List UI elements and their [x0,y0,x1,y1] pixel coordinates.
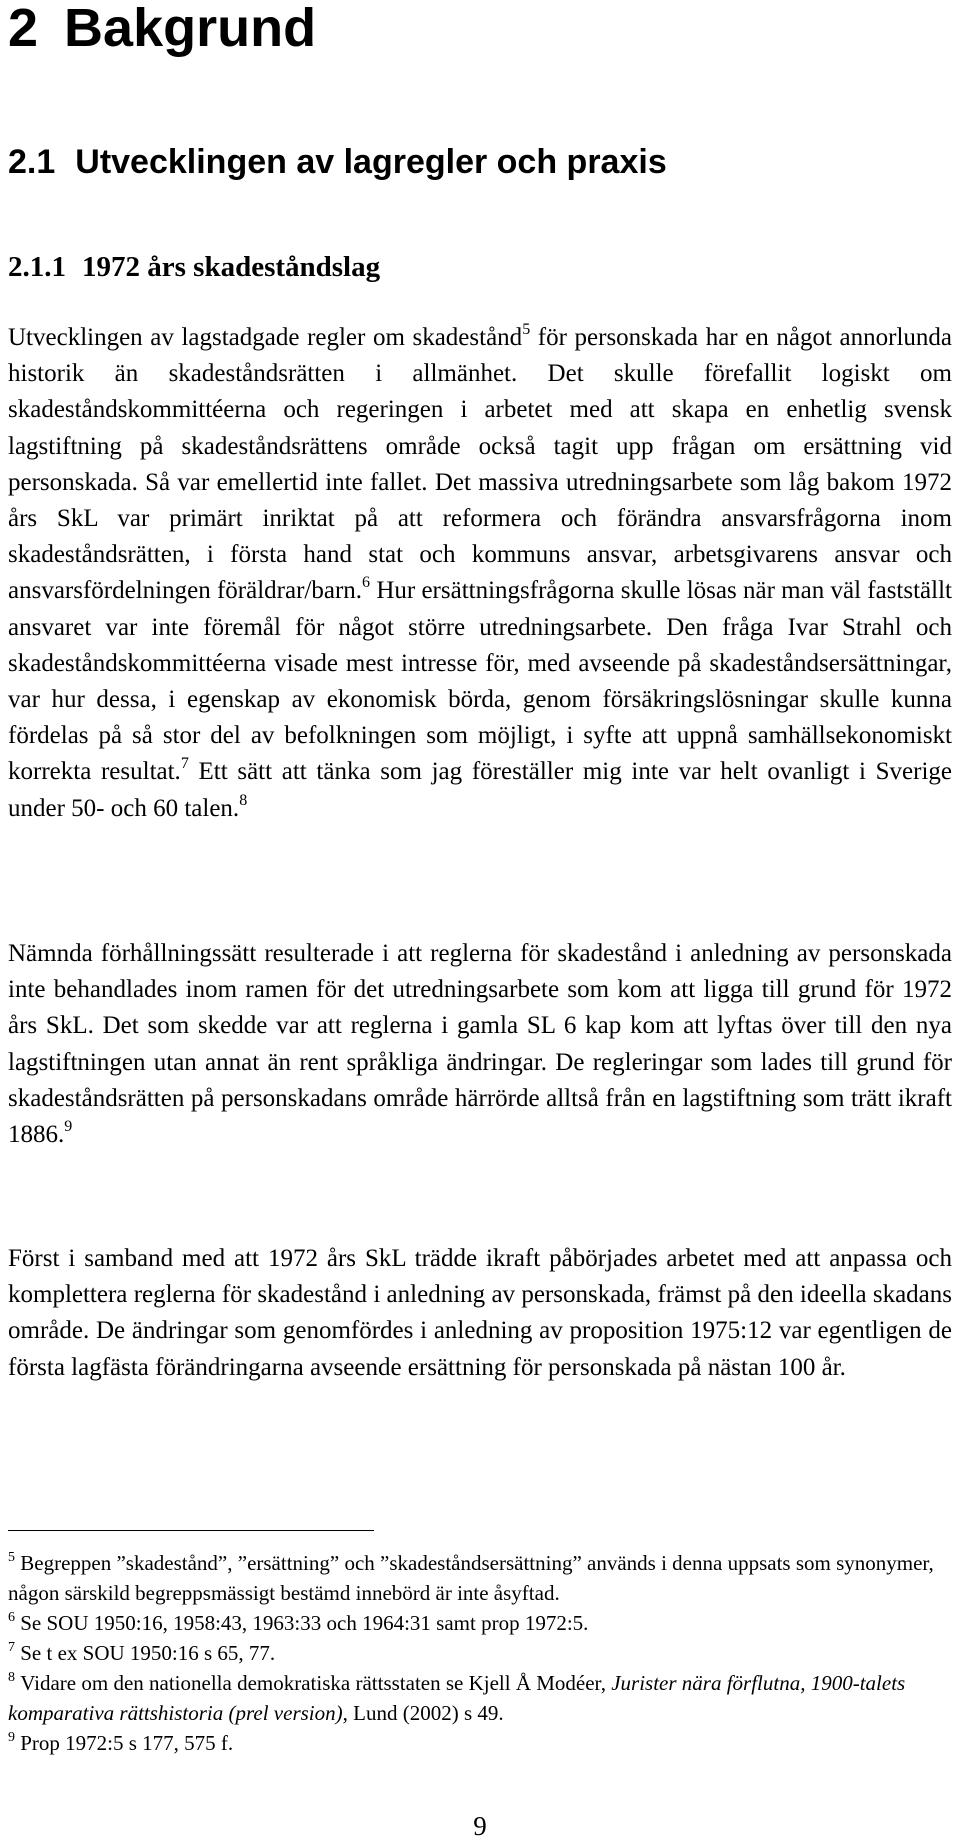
page-number: 9 [473,1811,487,1841]
subsection-number: 2.1.1 [8,251,66,283]
footnote-7 [8,1638,952,1668]
paragraph-text: Nämnda förhållningssätt resulterade i att reglerna för skadestånd i anledning av personskada inte behandlades inom ramen för det utredningsarbete som kom att ligga till grund för 1972 års SkL. Det som skedde var att reglerna i gamla SL 6 kap kom att lyftas över till den nya lagstiftningen utan annat än rent språkliga ändringar. De regleringar som lades till grund för skadeståndsrätten på personskadans område härrörde alltså från en lagstiftning som trätt ikraft 1886. [8,940,952,1149]
paragraph-text: Utvecklingen av lagstadgade regler om skadestånd [8,324,523,351]
footnote-text: Se SOU 1950:16, 1958:43, 1963:33 och 1964:31 samt prop 1972:5. [20,1611,589,1635]
footnote-ref-9[interactable]: 9 [64,1118,73,1136]
footnote-number: 5 [8,1550,15,1565]
footnote-ref-6[interactable]: 6 [362,574,371,592]
footnote-book-title: Jurister nära förflutna, 1900-talets komparativa rättshistoria (prel version) [8,1671,906,1725]
body-paragraph-2 [8,936,952,1153]
footnote-text: Se t ex SOU 1950:16 s 65, 77. [20,1641,276,1665]
footnote-number: 7 [8,1640,15,1655]
footnote-text: Begreppen ”skadestånd”, ”ersättning” och ”skadeståndsersättning” används i denna uppsats som synonymer, någon särskild begreppsmässigt bestämd innebörd är inte åsyftad. [8,1551,934,1605]
section-heading [8,142,667,182]
paragraph-text: för personskada har en något annorlunda historik än skadeståndsrätten i allmänhet. Det skulle förefallit logiskt om skadeståndskommittéerna och regeringen i arbetet med att skapa en enhetlig svensk lagstiftning på skadeståndsrättens område också tagit upp frågan om ersättning vid personskada. Så var emellertid inte fallet. Det massiva utredningsarbete som låg bakom 1972 års SkL var primärt inriktat på att reformera och förändra ansvarsfrågorna inom skadeståndsrätten, i första hand stat och kommuns ansvar, arbetsgivarens ansvar och ansvarsfördelningen föräldrar/barn. [8,324,952,605]
paragraph-text: Först i samband med att 1972 års SkL trädde ikraft påbörjades arbetet med att anpassa och komplettera reglerna för skadestånd i anledning av personskada, främst på den ideella skadans område. De ändringar som genomfördes i anledning av proposition 1975:12 var egentligen de första lagfästa förändringarna avseende ersättning för personskada på nästan 100 år. [8,1245,952,1381]
footnotes [8,1548,952,1758]
footnote-number: 9 [8,1730,15,1745]
subsection-title: 1972 års skadeståndslag [82,251,381,283]
footnote-9 [8,1728,952,1758]
footnote-text: Vidare om den nationella demokratiska rättsstaten se Kjell Å Modéer, [20,1671,612,1695]
body-paragraph-3 [8,1241,952,1386]
footnote-ref-7[interactable]: 7 [180,755,189,773]
paragraph-text: Ett sätt att tänka som jag föreställer mig inte var helt ovanligt i Sverige under 50- och 60 talen. [8,758,952,822]
footnote-5 [8,1548,952,1608]
chapter-title: Bakgrund [64,0,317,58]
footnote-8 [8,1668,952,1728]
footnote-text: Prop 1972:5 s 177, 575 f. [20,1731,234,1755]
footnote-number: 6 [8,1610,15,1625]
footnote-6 [8,1608,952,1638]
body-paragraph-1 [8,320,952,827]
chapter-heading [8,0,316,58]
chapter-number: 2 [8,0,39,58]
footnote-separator [8,1530,374,1531]
footnote-text: , Lund (2002) s 49. [342,1701,504,1725]
footnote-ref-5[interactable]: 5 [522,321,531,338]
section-number: 2.1 [8,143,56,181]
footnote-number: 8 [8,1670,15,1685]
section-title: Utvecklingen av lagregler och praxis [75,143,667,181]
subsection-heading [8,250,380,284]
paragraph-text: Hur ersättningsfrågorna skulle lösas när man väl fastställt ansvaret var inte föremål för något större utredningsarbete. Den fråga Ivar Strahl och skadeståndskommittéerna visade mest intresse för, med avseende på skadeståndsersättningar, var hur dessa, i egenskap av ekonomisk börda, genom försäkringslösningar skulle kunna fördelas på så stor del av befolkningen som möjligt, i syfte att uppnå samhällsekonomiskt korrekta resultat. [8,577,952,786]
footnote-ref-8[interactable]: 8 [239,791,248,809]
